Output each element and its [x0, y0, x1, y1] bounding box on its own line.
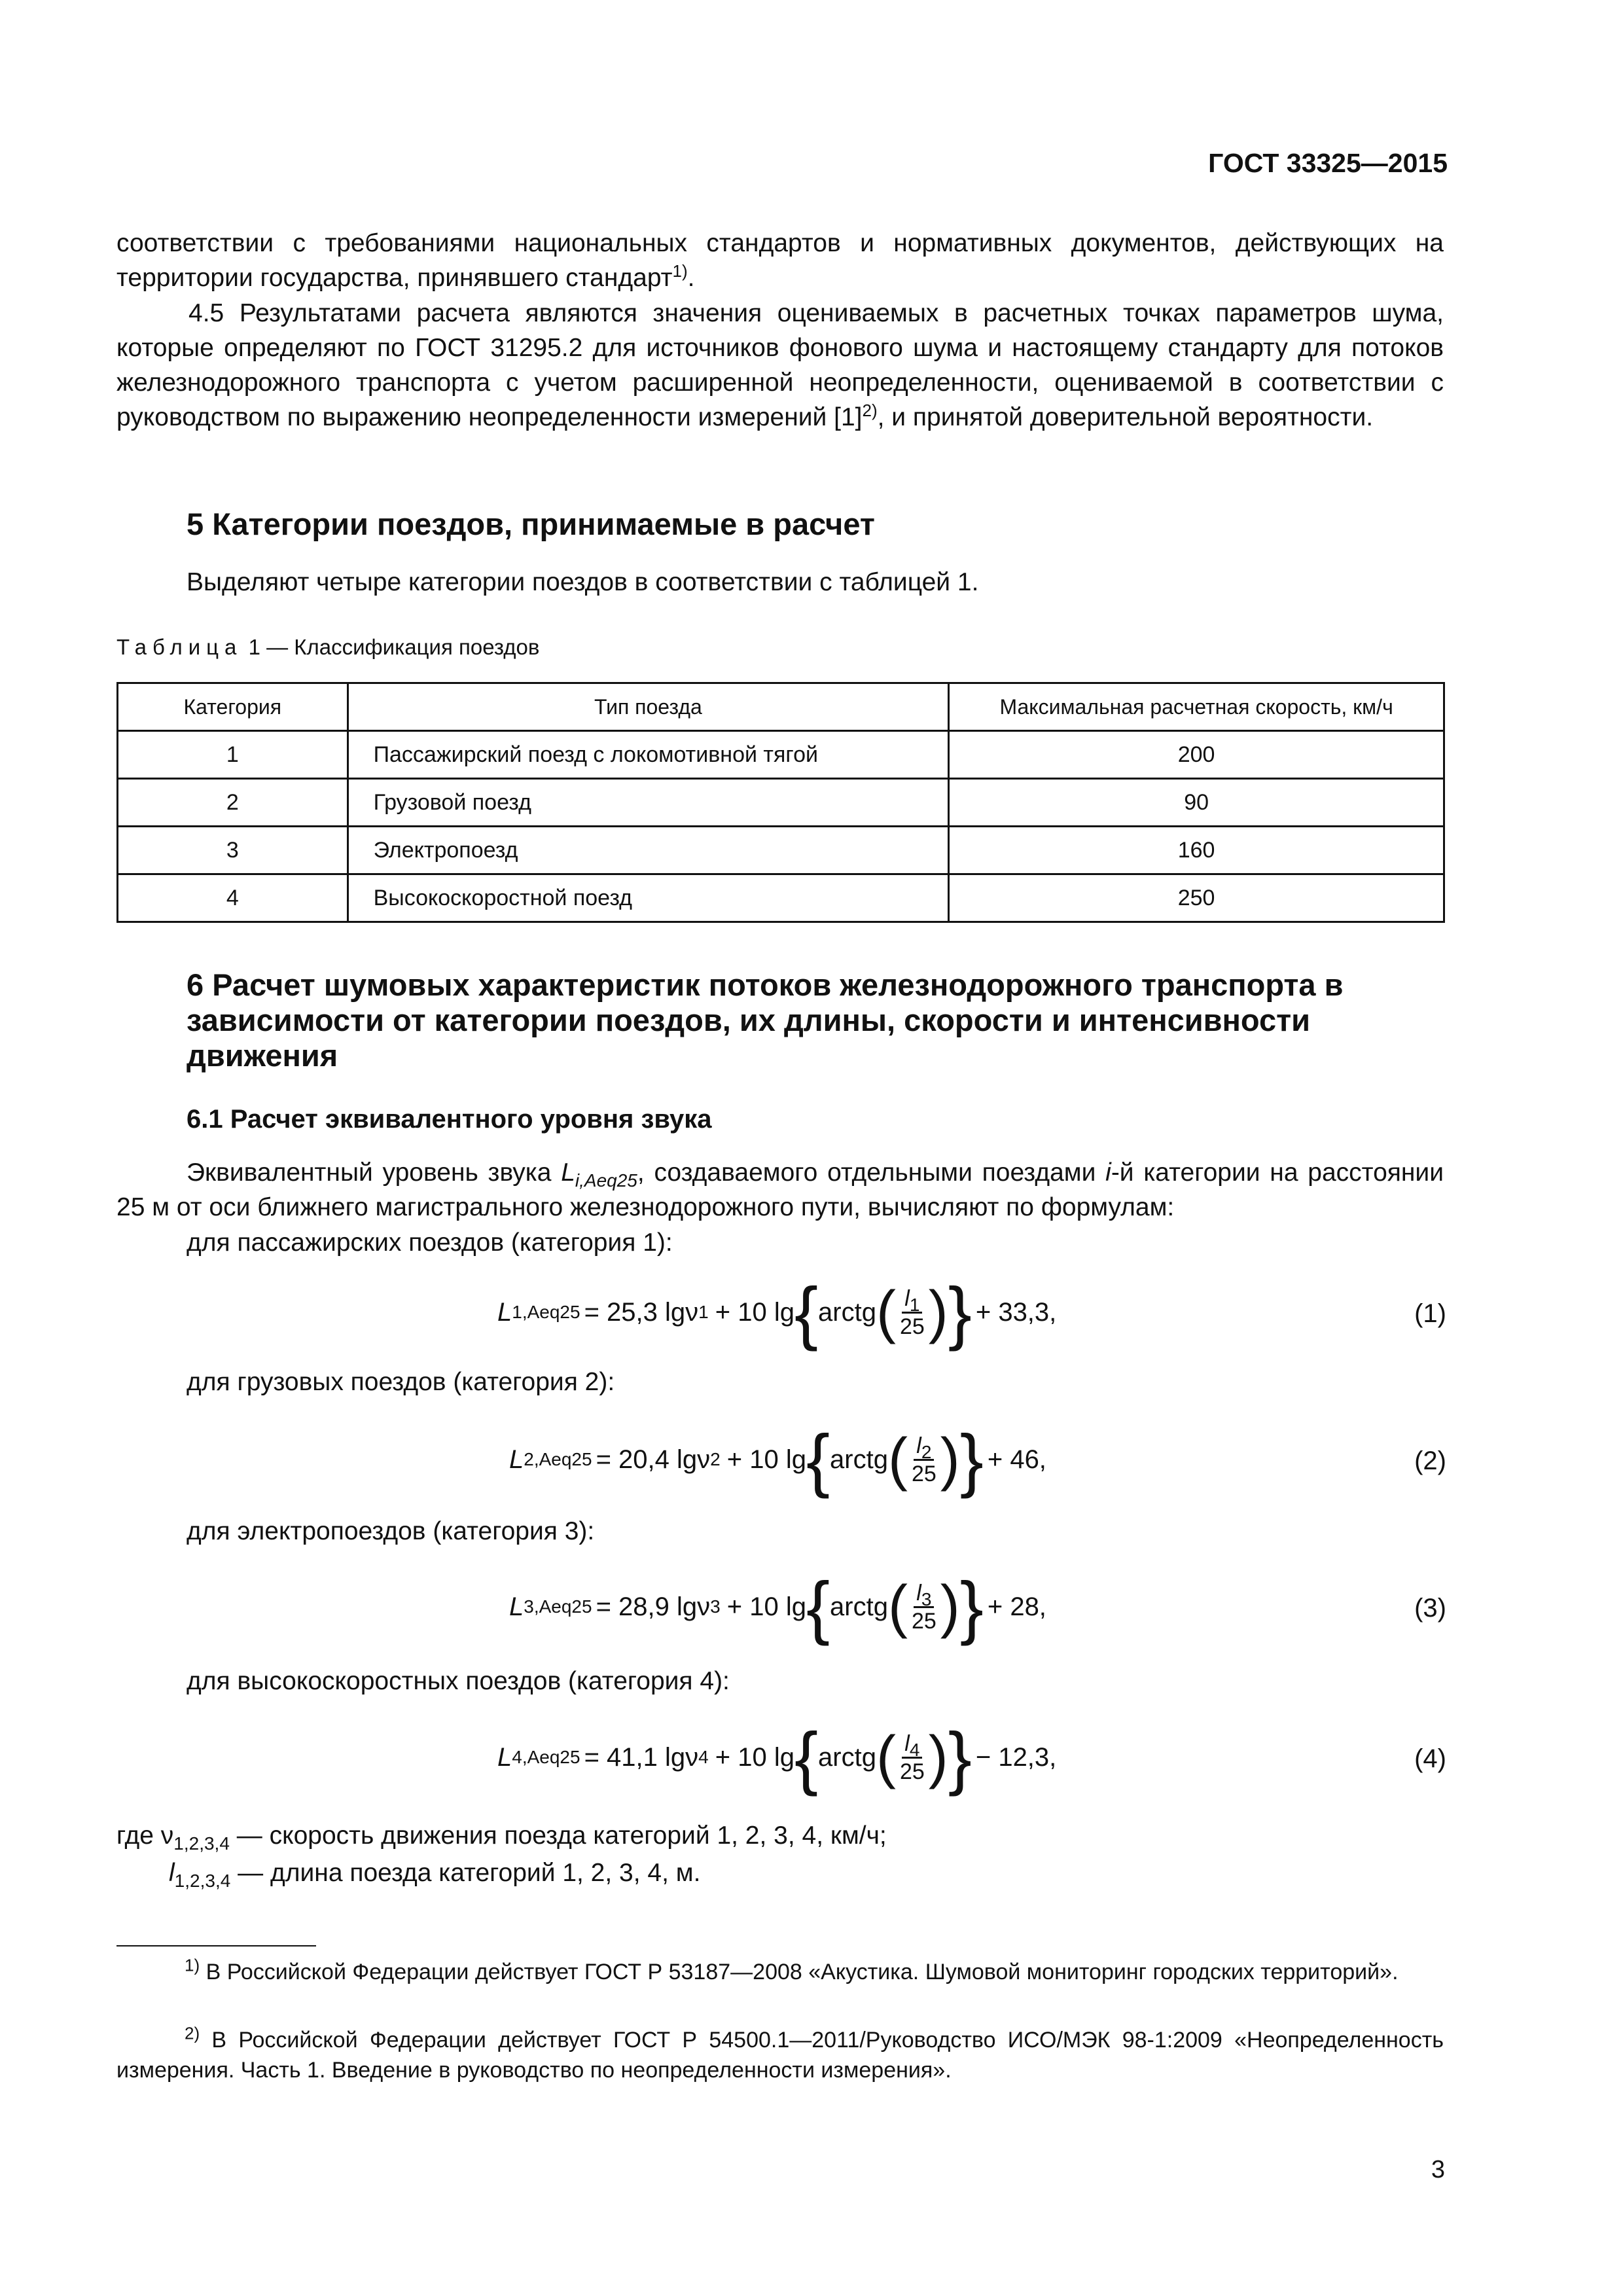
table-row: 1 Пассажирский поезд с локомотивной тягой 200	[118, 731, 1444, 779]
footnote-2: $^{2)}$ В Российской Федерации действует ГОСТ Р 54500.1—2011/Руководство ИСО/МЭК 98-1:2009 «Неопределенность измерения. Часть 1. Введение в руководство по неопределенности измерения».	[116, 2023, 1444, 2083]
line-freight: для грузовых поездов (категория 2):	[187, 1368, 615, 1396]
paragraph-4-5: 4.5 Результатами расчета являются значения оцениваемых в расчетных точках параметров шума, которые определяют по ГОСТ 31295.2 для источников фонового шума и настоящему стандарту для потоков железнодорожного транспорта с учетом расширенной неопределенности, оцениваемой в соответствии с руководством по выражению неопределенности измерений $[1]^{2)}$, и принятой доверительной вероятности.	[116, 299, 1444, 431]
formula-4: L 4,Aeq25 = 41,1 lg ν 4 + 10 lg { arctg ( $\frac{l_4}{25}$ ) } − 12,3,	[497, 1717, 1057, 1797]
paragraph-6-1: Эквивалентный уровень звука $L_{i,Aeq25}$, создаваемого отдельными поездами i-й категории на расстоянии 25 м от оси ближнего магистрального железнодорожного пути, вычисляют по формулам:	[116, 1158, 1444, 1221]
train-categories-table	[116, 682, 1445, 923]
header-max-speed: Максимальная расчетная скорость, км/ч	[949, 683, 1444, 731]
section-6-1-title: 6.1 Расчет эквивалентного уровня звука	[187, 1105, 712, 1134]
fraction: $\frac{l_4}{25}$	[899, 1731, 925, 1784]
formula-1: L 1,Aeq25 = 25,3 lg ν 1 + 10 lg { arctg ( $\frac{l_1}{25}$ ) } + 33,3,	[497, 1272, 1057, 1352]
footnote-1: $^{1)}$ В Российской Федерации действует ГОСТ Р 53187—2008 «Акустика. Шумовой мониторинг городских территорий».	[185, 1955, 1399, 1984]
table-caption: Таблица 1 — Классификация поездов	[116, 635, 540, 659]
header-category: Категория	[118, 683, 348, 731]
footnote-ref-1: 1)	[672, 261, 688, 281]
formula-3: L 3,Aeq25 = 28,9 lg ν 3 + 10 lg { arctg ( $\frac{l_3}{25}$ ) } + 28,	[509, 1567, 1046, 1646]
where-velocity: где $\nu_{1,2,3,4}$ — скорость движения поезда категорий 1, 2, 3, 4, км/ч;	[116, 1821, 887, 1854]
line-high-speed: для высокоскоростных поездов (категория 4):	[187, 1667, 730, 1695]
paragraph-4-4-continuation: соответствии с требованиями национальных стандартов и нормативных документов, действующих на территории государства, принявшего стандарт$^{1)}$.	[116, 229, 1444, 292]
header-train-type: Тип поезда	[348, 683, 949, 731]
standard-header: ГОСТ 33325—2015	[1208, 148, 1448, 178]
footnote-divider	[116, 1945, 316, 1946]
section-6-title: 6 Расчет шумовых характеристик потоков железнодорожного транспорта в зависимости от категории поездов, их длины, скорости и интенсивности движения	[187, 967, 1344, 1073]
table-row: 3 Электропоезд 160	[118, 827, 1444, 874]
line-electric: для электропоездов (категория 3):	[187, 1517, 595, 1545]
line-passenger: для пассажирских поездов (категория 1):	[187, 1229, 673, 1257]
fraction: $\frac{l_1}{25}$	[899, 1285, 925, 1339]
where-length: $l_{1,2,3,4}$ — длина поезда категорий 1, 2, 3, 4, м.	[169, 1859, 701, 1891]
fraction: $\frac{l_2}{25}$	[911, 1433, 936, 1486]
section-5-title: 5 Категории поездов, принимаемые в расчет	[187, 507, 875, 541]
formula-3-number: (3)	[1414, 1594, 1446, 1623]
table-row: 4 Высокоскоростной поезд 250	[118, 874, 1444, 922]
page-number: 3	[1431, 2156, 1445, 2183]
formula-1-number: (1)	[1414, 1299, 1446, 1328]
formula-2: L 2,Aeq25 = 20,4 lg ν 2 + 10 lg { arctg ( $\frac{l_2}{25}$ ) } + 46,	[509, 1420, 1046, 1499]
formula-4-number: (4)	[1414, 1744, 1446, 1773]
fraction: $\frac{l_3}{25}$	[911, 1580, 936, 1634]
formula-2-number: (2)	[1414, 1446, 1446, 1475]
section-5-intro: Выделяют четыре категории поездов в соответствии с таблицей 1.	[187, 568, 979, 596]
footnote-ref-2: 2)	[862, 401, 878, 420]
table-row: 2 Грузовой поезд 90	[118, 779, 1444, 827]
table-header-row	[118, 683, 1444, 731]
